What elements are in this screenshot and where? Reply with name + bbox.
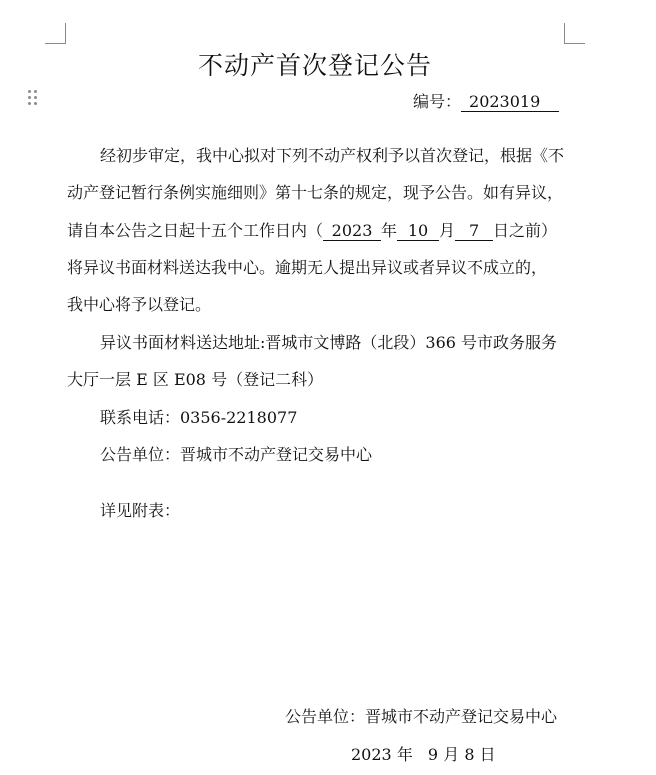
footer-date-year-char: 年 xyxy=(396,745,413,764)
deadline-month-char: 月 xyxy=(439,221,456,240)
page-corner-mark-top-right xyxy=(564,23,585,44)
page-corner-mark-top-left xyxy=(45,23,66,44)
footer-date-month-char: 月 xyxy=(443,745,460,764)
footer-date xyxy=(351,745,496,765)
deadline-suffix: 日之前） xyxy=(493,221,558,240)
body-line-2: 动产登记暂行条例实施细则》第十七条的规定，现予公告。如有异议， xyxy=(67,183,564,202)
footer-date-year: 2023 xyxy=(351,745,392,764)
deadline-year: 2023 xyxy=(323,222,381,241)
body-line-1: 经初步审定，我中心拟对下列不动产权利予以首次登记，根据《不 xyxy=(100,146,565,165)
body-line-3 xyxy=(67,221,557,241)
deadline-month: 10 xyxy=(397,222,439,241)
document-title: 不动产首次登记公告 xyxy=(197,51,432,80)
footer-date-day-char: 日 xyxy=(479,745,496,764)
contact-phone: 联系电话：0356-2218077 xyxy=(100,408,298,427)
address-line-2: 大厅一层 E 区 E08 号（登记二科） xyxy=(67,370,324,389)
footer-date-day: 8 xyxy=(464,745,475,764)
footer-unit: 公告单位：晋城市不动产登记交易中心 xyxy=(285,707,558,726)
footer-date-month: 9 xyxy=(427,745,439,764)
deadline-prefix: 请自本公告之日起十五个工作日内（ xyxy=(67,221,324,240)
attachment-note: 详见附表： xyxy=(100,501,181,520)
document-number-value: 2023019 xyxy=(461,93,559,112)
document-number-label: 编号： xyxy=(413,92,462,111)
announcing-unit: 公告单位：晋城市不动产登记交易中心 xyxy=(100,445,373,464)
body-line-4: 将异议书面材料送达我中心。逾期无人提出异议或者异议不成立的， xyxy=(67,258,548,277)
deadline-day: 7 xyxy=(455,222,493,241)
document-number xyxy=(413,92,559,112)
address-line-1: 异议书面材料送达地址:晋城市文博路（北段）366 号市政务服务 xyxy=(100,333,558,352)
deadline-year-char: 年 xyxy=(381,221,398,240)
drag-handle-icon[interactable] xyxy=(28,90,38,106)
body-line-5: 我中心将予以登记。 xyxy=(67,295,212,314)
